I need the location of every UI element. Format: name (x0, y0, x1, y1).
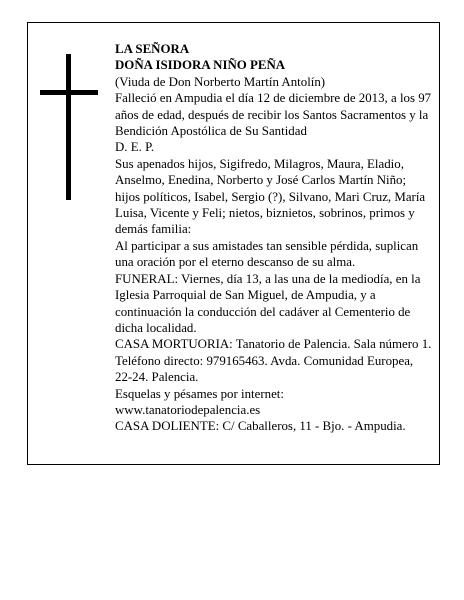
notice-title: LA SEÑORA (115, 42, 190, 56)
condolences-label: Esquelas y pésames por internet: (115, 386, 284, 401)
funeral-paragraph: FUNERAL: Viernes, día 13, a las una de la mediodía, en la Iglesia Parroquial de San Miguel, de Ampudia, y a continuación la conducción del cadáver al Cementerio de dicha localidad. (115, 271, 421, 335)
deceased-name: DOÑA ISIDORA NIÑO PEÑA (115, 58, 286, 73)
obituary-text (115, 41, 433, 435)
widow-of-line: (Viuda de Don Norberto Martín Antolín) (115, 74, 326, 89)
family-paragraph: Sus apenados hijos, Sigifredo, Milagros, Maura, Eladio, Anselmo, Enedina, Norberto y José Carlos Martín Niño; hijos políticos, Isabel, Sergio (?), Silvano, Mari Cruz, María Luisa, Vicente y Feli; nietos, biznietos, sobrinos, primos y demás familia: (115, 156, 426, 237)
rip-line: D. E. P. (115, 140, 155, 155)
obituary-notice (27, 22, 440, 465)
mourning-house-line: CASA DOLIENTE: C/ Caballeros, 11 - Bjo. - Ampudia. (115, 419, 406, 434)
mortuary-paragraph: CASA MORTUORIA: Tanatorio de Palencia. Sala número 1. Teléfono directo: 979165463. Avda. Comunidad Europea, 22-24. Palencia. (115, 337, 432, 385)
death-paragraph: Falleció en Ampudia el día 12 de diciembre de 2013, a los 97 años de edad, después de recibir los Santos Sacramentos y la Bendición Apostólica de Su Santidad (115, 91, 432, 139)
cross-icon (40, 54, 98, 200)
cross-vertical-bar (66, 54, 71, 200)
cross-horizontal-bar (40, 90, 98, 95)
website-link[interactable]: www.tanatoriodepalencia.es (115, 402, 261, 417)
request-paragraph: Al participar a sus amistades tan sensible pérdida, suplican una oración por el eterno descanso de su alma. (115, 238, 419, 270)
